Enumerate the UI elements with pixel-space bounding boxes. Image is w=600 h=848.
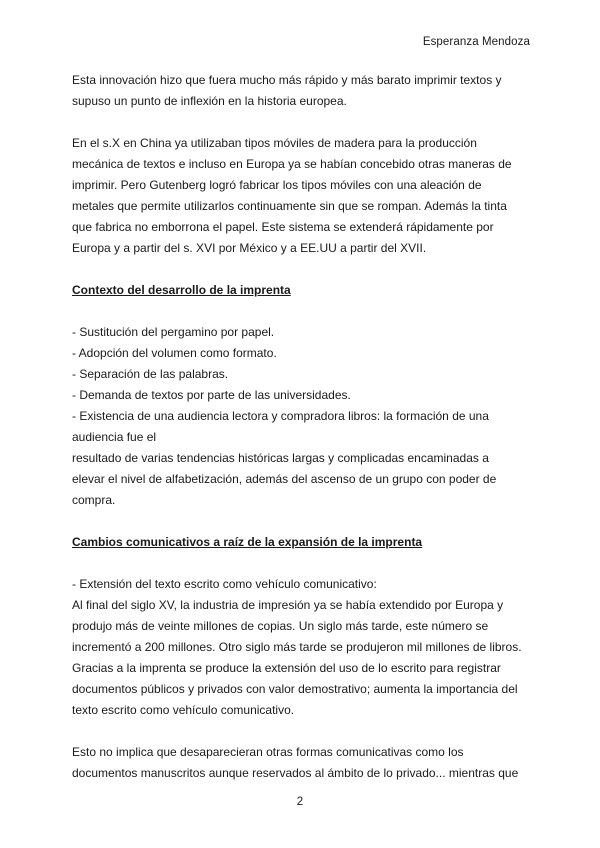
text-line: texto escrito como vehículo comunicativo. [72, 703, 295, 717]
text-line: que fabrica no emborrona el papel. Este sistema se extenderá rápidamente por [72, 220, 494, 234]
paragraph-gutenberg [72, 133, 528, 259]
page-number: 2 [296, 796, 304, 808]
text-line: supuso un punto de inflexión en la historia europea. [72, 94, 347, 108]
context-list [72, 322, 528, 511]
document-body [72, 70, 528, 805]
paragraph-closing [72, 742, 528, 784]
page-header-author: Esperanza Mendoza [422, 36, 530, 48]
text-line: imprimir. Pero Gutenberg logró fabricar los tipos móviles con una aleación de [72, 178, 482, 192]
list-item-continuation: audiencia fue el [72, 430, 157, 444]
text-line: documentos manuscritos aunque reservados al ámbito de lo privado... mientras que [72, 766, 519, 780]
text-line: Esta innovación hizo que fuera mucho más rápido y más barato imprimir textos y [72, 73, 502, 87]
text-line: mecánica de textos e incluso en Europa ya se habían concebido otras maneras de [72, 157, 512, 171]
paragraph-innovation [72, 70, 528, 112]
text-line: Al final del siglo XV, la industria de impresión ya se había extendido por Europa y [72, 598, 504, 612]
list-item: - Sustitución del pergamino por papel. [72, 325, 275, 339]
list-item: - Separación de las palabras. [72, 367, 229, 381]
list-item: - Existencia de una audiencia lectora y compradora libros: la formación de una [72, 409, 489, 423]
list-item-continuation: resultado de varias tendencias históricas largas y complicadas encaminadas a [72, 451, 489, 465]
text-line: metales que permite utilizarlos continuamente sin que se rompan. Además la tinta [72, 199, 507, 213]
list-item-continuation: compra. [72, 493, 116, 507]
section-heading-contexto: Contexto del desarrollo de la imprenta [72, 283, 291, 297]
list-item: - Extensión del texto escrito como vehículo comunicativo: [72, 577, 377, 591]
paragraph-extension [72, 574, 528, 721]
list-item: - Adopción del volumen como formato. [72, 346, 277, 360]
text-line: Gracias a la imprenta se produce la extensión del uso de lo escrito para registrar [72, 661, 501, 675]
text-line: documentos públicos y privados con valor demostrativo; aumenta la importancia del [72, 682, 518, 696]
text-line: En el s.X en China ya utilizaban tipos móviles de madera para la producción [72, 136, 477, 150]
text-line: produjo más de veinte millones de copias. Un siglo más tarde, este número se [72, 619, 489, 633]
section-heading-cambios: Cambios comunicativos a raíz de la expansión de la imprenta [72, 535, 423, 549]
text-line: Europa y a partir del s. XVI por México y a EE.UU a partir del XVII. [72, 241, 427, 255]
list-item: - Demanda de textos por parte de las universidades. [72, 388, 351, 402]
list-item-continuation: elevar el nivel de alfabetización, además del ascenso de un grupo con poder de [72, 472, 497, 486]
text-line: Esto no implica que desaparecieran otras formas comunicativas como los [72, 745, 464, 759]
text-line: incrementó a 200 millones. Otro siglo más tarde se produjeron mil millones de libros. [72, 640, 522, 654]
